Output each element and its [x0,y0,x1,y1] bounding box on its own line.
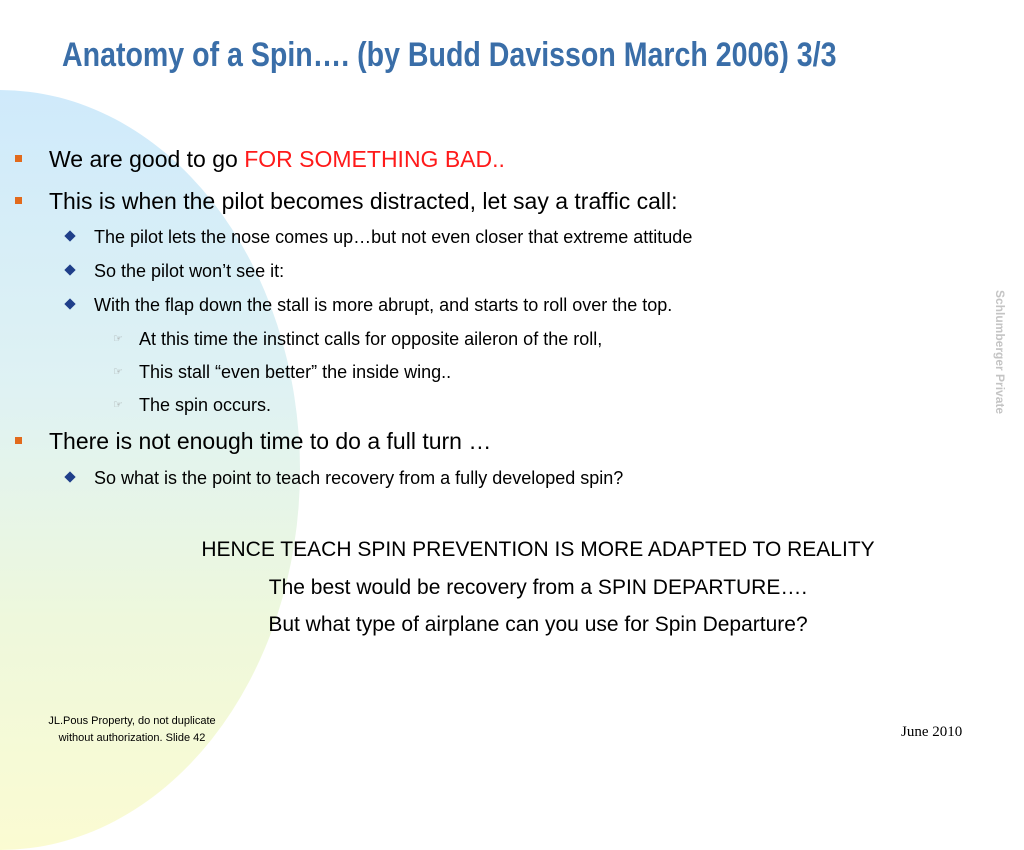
sub-bullet-1 [94,227,692,248]
sub-sub-bullet-3 [113,395,272,416]
square-bullet-icon [15,155,22,162]
slide-title: Anatomy of a Spin…. (by Budd Davisson March 2006) 3/3 [62,36,837,74]
closing-line-3: But what type of airplane can you use for Spin Departure? [268,613,808,636]
square-bullet-icon [15,437,22,444]
bullet-1-highlight: FOR SOMETHING BAD.. [244,146,505,172]
sub-sub-bullet-1 [113,329,603,350]
sub-bullet-2 [94,261,284,282]
bullet-3 [49,428,491,455]
bullet-2-text: This is when the pilot becomes distracted, let say a traffic call: [49,188,678,214]
sub-bullet-1-text: The pilot lets the nose comes up…but not even closer that extreme attitude [94,227,693,247]
closing-line-1: HENCE TEACH SPIN PREVENTION IS MORE ADAPTED TO REALITY [201,538,875,561]
footer-left-line-2: without authorization. Slide 42 [58,732,206,744]
sub-bullet-3 [94,295,672,316]
sub-sub-bullet-1-text: At this time the instinct calls for opposite aileron of the roll, [139,329,603,349]
footer-date: June 2010 [901,724,963,740]
diamond-bullet-icon [64,264,75,275]
diamond-bullet-icon [64,230,75,241]
bullet-3-text: There is not enough time to do a full turn … [49,428,492,454]
diamond-bullet-icon [64,298,75,309]
square-bullet-icon [15,197,22,204]
bullet-1 [49,146,505,173]
sub-sub-bullet-2-text: This stall “even better” the inside wing.. [139,362,452,382]
pointing-hand-icon: ☞ [113,399,123,411]
footer-left-line-1: JL.Pous Property, do not duplicate [48,715,216,727]
sub-bullet-3-text: With the flap down the stall is more abrupt, and starts to roll over the top. [94,295,673,315]
sub-sub-bullet-3-text: The spin occurs. [139,395,272,415]
bullet-2 [49,188,678,215]
diamond-bullet-icon [64,471,75,482]
pointing-hand-icon: ☞ [113,333,123,345]
closing-line-2: The best would be recovery from a SPIN DEPARTURE…. [268,576,808,599]
bullet-1-text: We are good to go [49,146,245,172]
sub-bullet-4 [94,468,623,489]
pointing-hand-icon: ☞ [113,366,123,378]
sub-bullet-2-text: So the pilot won’t see it: [94,261,285,281]
sub-sub-bullet-2 [113,362,452,383]
side-watermark-label: Schlumberger Private [993,290,1007,415]
sub-bullet-4-text: So what is the point to teach recovery from a fully developed spin? [94,468,624,488]
